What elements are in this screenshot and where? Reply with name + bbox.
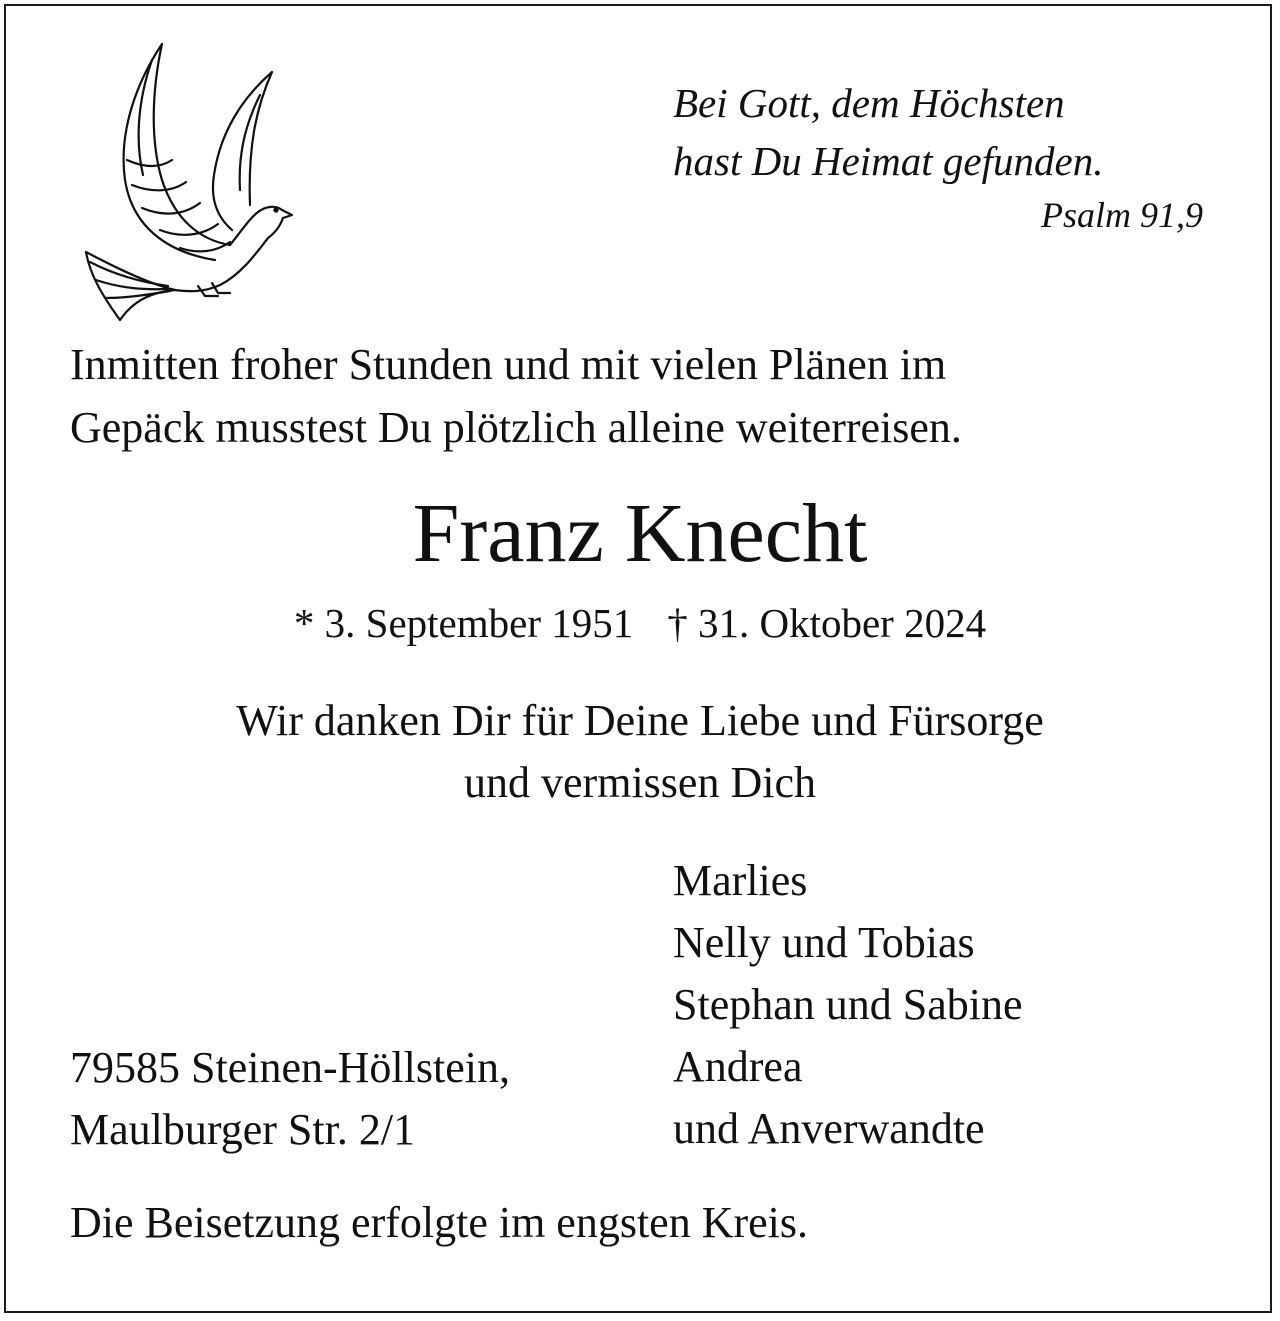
mourner-item: Andrea	[673, 1042, 803, 1091]
intro-text	[70, 333, 1220, 459]
burial-notice: Die Beisetzung erfolgte im engsten Kreis.	[70, 1198, 809, 1247]
mourner-item: und Anverwandte	[673, 1104, 985, 1153]
psalm-line-1: Bei Gott, dem Höchsten	[673, 80, 1065, 126]
thanks-line-1: Wir danken Dir für Deine Liebe und Fürsorge	[236, 696, 1044, 745]
mourner-item: Marlies	[673, 856, 808, 905]
psalm-line-2: hast Du Heimat gefunden.	[673, 138, 1104, 184]
deceased-name: Franz Knecht	[412, 487, 868, 580]
psalm-quote	[673, 74, 1203, 240]
mourner-item: Stephan und Sabine	[673, 980, 1023, 1029]
intro-line-1: Inmitten froher Stunden und mit vielen Plänen im	[70, 340, 947, 389]
address-block	[70, 1037, 650, 1161]
intro-line-2: Gepäck musstest Du plötzlich alleine weiterreisen.	[70, 403, 962, 452]
dove-icon	[80, 40, 295, 325]
thanks-line-2: und vermissen Dich	[464, 758, 816, 807]
death-date: † 31. Oktober 2024	[667, 600, 987, 646]
life-dates	[0, 595, 1280, 651]
thanks-text	[0, 690, 1280, 814]
birth-date: * 3. September 1951	[293, 600, 634, 646]
mourner-item: Nelly und Tobias	[673, 918, 975, 967]
address-line-1: 79585 Steinen-Höllstein,	[70, 1043, 510, 1092]
address-line-2: Maulburger Str. 2/1	[70, 1105, 416, 1154]
mourners-list	[673, 850, 1233, 1160]
psalm-reference: Psalm 91,9	[1041, 195, 1203, 235]
